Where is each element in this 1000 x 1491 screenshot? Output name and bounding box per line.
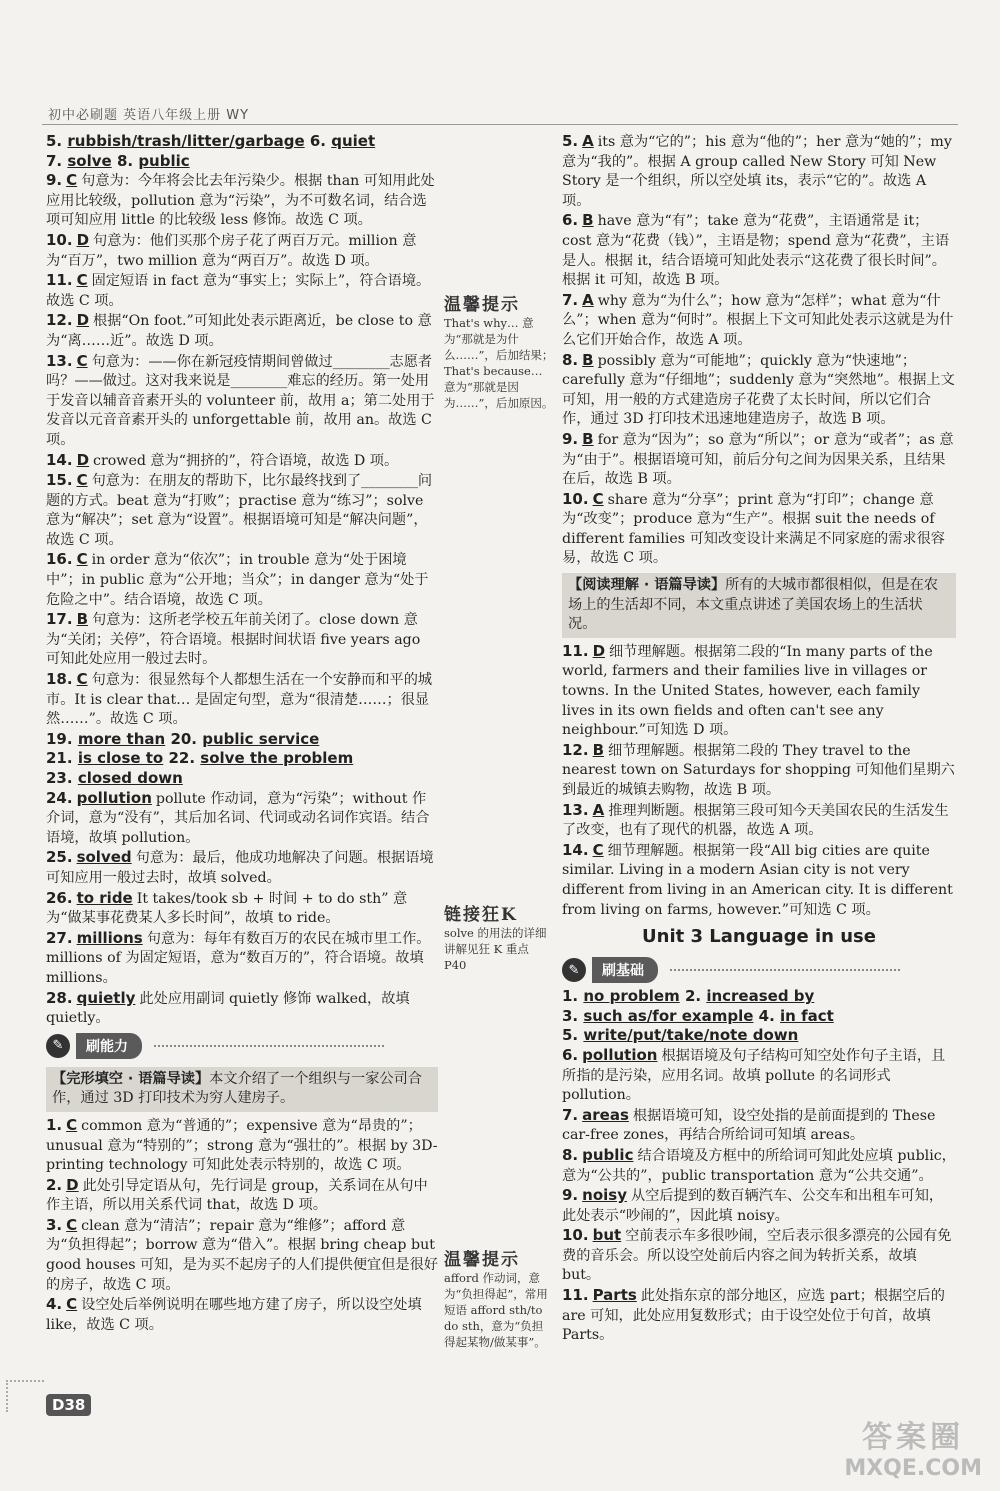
item-explanation: possibly 意为“可能地”；quickly 意为“快速地”；carefully 意为“仔细地”；suddenly 意为“突然地”。根据上文可知，用一般的方式建造房子花费了太长时间，所以它们合作，通过 3D 打印技术迅速地建造房子，故选 B 项。 xyxy=(562,352,955,428)
guide-box xyxy=(562,573,956,638)
item-answer: B xyxy=(582,211,594,230)
answer-item xyxy=(562,1286,956,1346)
answer-item xyxy=(562,1146,956,1186)
item-number: 17. xyxy=(46,610,73,629)
answer-item xyxy=(562,841,956,920)
item-answer: B xyxy=(582,429,594,448)
answer-item xyxy=(562,291,956,351)
item-explanation: 细节理解题。根据第二段的“In many parts of the world, farmers and their families live in villages or towns. In the United States, however, each family lives in its own fields and often can't see any neighbour.”可知选 D 项。 xyxy=(562,643,933,739)
item-answer: C xyxy=(66,171,78,190)
item-explanation: 空前表示车多很吵闹，空后表示很多漂亮的公园有免费的音乐会。所以设空处前后内容之间为转折关系，故填 but。 xyxy=(562,1228,952,1284)
answer-item xyxy=(46,1216,438,1295)
section-label: 刷基础 xyxy=(592,957,658,983)
answer-item xyxy=(46,231,438,271)
item-answer: Parts xyxy=(592,1286,637,1305)
answer-row xyxy=(562,1026,956,1046)
item-answer: public xyxy=(582,1145,634,1164)
answer-row xyxy=(46,730,438,750)
item-number: 10. xyxy=(562,1226,589,1245)
tip-1 xyxy=(444,290,554,411)
item-answer: C xyxy=(66,1215,78,1234)
item-number: 13. xyxy=(46,351,73,370)
item-number: 12. xyxy=(46,311,73,330)
item-number: 2. xyxy=(684,987,702,1006)
answer-row xyxy=(46,769,438,789)
item-explanation: share 意为“分享”；print 意为“打印”；change 意为“改变”；produce 意为“生产”。根据 suit the needs of different families 可知改变设计来满足不同家庭的需求很容易，故选 C 项。 xyxy=(562,491,945,567)
answer-item xyxy=(46,471,438,550)
item-answer: A xyxy=(592,800,605,819)
item-number: 14. xyxy=(46,450,73,469)
item-number: 2. xyxy=(46,1175,63,1194)
item-number: 6. xyxy=(562,211,579,230)
guide-text: 本文介绍了一个组织与一家公司合作，通过 3D 打印技术为穷人建房子。 xyxy=(52,1070,422,1107)
item-number: 5. xyxy=(562,132,579,150)
item-answer: quietly xyxy=(76,988,136,1007)
answer-item xyxy=(46,848,438,888)
item-number: 7. xyxy=(46,151,63,170)
item-number: 4. xyxy=(46,1295,63,1314)
answer-row xyxy=(46,132,438,152)
item-number: 8. xyxy=(562,1145,579,1164)
header-divider xyxy=(42,124,958,125)
decorative-dots xyxy=(6,1380,44,1412)
answer-item xyxy=(46,311,438,351)
item-answer: C xyxy=(76,351,88,370)
item-explanation: 句意为：最后，他成功地解决了问题。根据语境可知应用一般过去时，故填 solved。 xyxy=(46,850,434,886)
item-explanation: It takes/took sb + 时间 + to do sth” 意为“做某事花费某人多长时间”，故填 to ride。 xyxy=(46,890,408,927)
item-answer: C xyxy=(76,271,88,290)
answer-item xyxy=(46,789,438,849)
answer-item xyxy=(562,642,956,741)
item-answer: such as/for example xyxy=(583,1006,754,1025)
item-number: 10. xyxy=(562,489,589,508)
answer-item xyxy=(46,171,438,231)
guide-box xyxy=(46,1067,438,1112)
item-answer: to ride xyxy=(76,888,133,907)
item-explanation: 此处引导定语从句，先行词是 group，关系词在从句中作主语，所以用关系代词 that，故选 D 项。 xyxy=(46,1177,428,1214)
answer-item xyxy=(562,1226,956,1286)
item-number: 3. xyxy=(46,1215,63,1234)
section-badge xyxy=(562,957,900,983)
item-number: 5. xyxy=(46,132,63,150)
item-answer: C xyxy=(76,550,88,569)
answer-row xyxy=(562,1007,956,1027)
item-number: 11. xyxy=(562,641,589,660)
answer-item xyxy=(46,929,438,989)
item-explanation: for 意为“因为”；so 意为“所以”；or 意为“或者”；as 意为“由于”。根据语境可知，前后分句之间为因果关系，且结果在后，故选 B 项。 xyxy=(562,431,954,488)
answer-item xyxy=(46,889,438,929)
item-answer: is close to xyxy=(77,749,164,768)
tip-body: That's why… 意为“那就是为什么……”，后加结果；That's because… 意为“那就是因为……”，后加原因。 xyxy=(444,316,554,410)
item-number: 15. xyxy=(46,471,73,490)
right-column xyxy=(562,132,956,1346)
item-answer: B xyxy=(76,610,89,629)
item-answer: public xyxy=(138,151,190,170)
item-answer: C xyxy=(76,670,88,689)
answer-item xyxy=(562,211,956,290)
answer-row xyxy=(562,987,956,1007)
item-number: 22. xyxy=(168,749,196,768)
item-number: 11. xyxy=(46,271,73,290)
item-answer: C xyxy=(592,840,604,859)
item-answer: D xyxy=(592,641,606,660)
item-explanation: 根据语境及句子结构可知空处作句子主语，且所指的是污染，应用名词。故填 pollute 的名词形式 pollution。 xyxy=(562,1047,946,1104)
item-number: 4. xyxy=(758,1006,775,1025)
item-explanation: 从空后提到的数百辆汽车、公交车和出租车可知，此处表示“吵闹的”，因此填 noisy。 xyxy=(562,1188,944,1224)
answer-item xyxy=(562,1186,956,1226)
answer-item xyxy=(46,1116,438,1176)
answer-item xyxy=(562,430,956,490)
item-answer: noisy xyxy=(582,1186,627,1205)
item-number: 14. xyxy=(562,840,589,859)
item-explanation: its 意为“它的”；his 意为“他的”；her 意为“她的”；my 意为“我的”。根据 A group called New Story 可知 New Story 是一个组织，所以空处填 its，表示“它的”。故选 A 项。 xyxy=(562,134,952,209)
tip-title: 温馨提示 xyxy=(444,295,520,315)
pen-icon: ✎ xyxy=(562,958,586,982)
item-explanation: 推理判断题。根据第三段可知今天美国农民的生活发生了改变，也有了现代的机器，故选 A 项。 xyxy=(562,802,949,839)
item-number: 18. xyxy=(46,670,73,689)
item-explanation: 句意为：每年有数百万的农民在城市里工作。millions of 为固定短语，意为“数百万的”，符合语境。故填 millions。 xyxy=(46,930,431,986)
item-explanation: 句意为：他们买那个房子花了两百万元。million 意为“百万”，two million 意为“两百万”。故选 D 项。 xyxy=(46,232,417,269)
item-explanation: why 意为“为什么”；how 意为“怎样”；what 意为“什么”；when 意为“何时”。根据上下文可知此处表示这就是为什么它们开始合作，故选 A 项。 xyxy=(562,292,954,348)
item-answer: A xyxy=(582,290,594,309)
item-answer: but xyxy=(592,1226,622,1245)
item-answer: C xyxy=(76,471,88,490)
item-answer: solve xyxy=(67,151,112,170)
answer-item xyxy=(46,1295,438,1335)
tip-title: 温馨提示 xyxy=(444,1250,520,1270)
item-explanation: have 意为“有”；take 意为“花费”，主语通常是 it；cost 意为“花费（钱）”，主语是物；spend 意为“花费”，主语是人。根据 it，结合语境可知此处表示“这花费了很长时间”。根据 it 可知，故选 B 项。 xyxy=(562,213,950,289)
answer-item xyxy=(46,550,438,610)
guide-label: 【阅读理解 · 语篇导读】 xyxy=(568,577,726,594)
item-explanation: 结合语境及方框中的所给词可知此处应填 public，意为“公共的”，public transportation 意为“公共交通”。 xyxy=(562,1147,956,1184)
item-number: 21. xyxy=(46,749,73,768)
guide-text: 所有的大城市都很相似，但是在农场上的生活却不同，本文重点讲述了美国农场上的生活状况。 xyxy=(568,577,938,633)
item-number: 7. xyxy=(562,1105,579,1124)
item-number: 6. xyxy=(309,132,327,150)
answer-item xyxy=(46,451,438,472)
answer-row xyxy=(46,152,438,172)
item-explanation: 句意为：——你在新冠疫情期间曾做过________志愿者吗？——做过。这对我来说是________难忘的经历。第一处用于发音以辅音音素开头的 volunteer 前，故用 a；第二处用于发音以元音音素开头的 unforgettable 前，故用 an。故选 C 项。 xyxy=(46,353,435,448)
item-number: 8. xyxy=(116,151,134,170)
answer-item xyxy=(46,271,438,311)
item-explanation: crowed 意为“拥挤的”，符合语境，故选 D 项。 xyxy=(93,452,399,469)
answer-item xyxy=(46,989,438,1029)
item-answer: pollution xyxy=(76,788,152,807)
item-answer: in fact xyxy=(780,1006,834,1025)
item-answer: A xyxy=(582,132,594,150)
item-explanation: 细节理解题。根据第一段“All big cities are quite similar. Living in a modern Asian city is not very different from living in an American city. It is different from living on farms, however.”可知选 C 项。 xyxy=(562,842,953,918)
watermark-url: MXQE.COM xyxy=(844,1456,982,1481)
item-explanation: 根据“On foot.”可知此处表示距离近，be close to 意为“离……近”。故选 D 项。 xyxy=(46,313,432,349)
item-number: 23. xyxy=(46,769,73,787)
item-explanation: 根据语境可知，设空处指的是前面提到的 These car-free zones，再结合所给词可知填 areas。 xyxy=(562,1107,936,1144)
tip-title: 链接狂K xyxy=(444,905,518,925)
answer-item xyxy=(562,741,956,801)
answer-item xyxy=(562,1046,956,1106)
answer-item xyxy=(46,610,438,670)
item-number: 11. xyxy=(562,1286,589,1305)
item-explanation: common 意为“普通的”；expensive 意为“昂贵的”；unusual 意为“特别的”；strong 意为“强壮的”。根据 by 3D-printing technology 可知此处表示特别的，故选 C 项。 xyxy=(46,1117,438,1174)
item-number: 7. xyxy=(562,290,579,309)
item-explanation: 固定短语 in fact 意为“事实上；实际上”，符合语境。故选 C 项。 xyxy=(46,273,431,309)
item-explanation: pollute 作动词，意为“污染”；without 作介词，意为“没有”，其后加名词、代词或动名词作宾语。结合语境，故填 pollution。 xyxy=(46,790,430,846)
item-number: 25. xyxy=(46,848,73,867)
item-number: 9. xyxy=(562,1186,579,1205)
answer-item xyxy=(562,801,956,841)
item-explanation: 句意为：在朋友的帮助下，比尔最终找到了________问题的方式。beat 意为“打败”；practise 意为“练习”；solve 意为“解决”；set 意为“设置”。根据语境可知是“解决问题”，故选 C 项。 xyxy=(46,473,433,548)
tip-2 xyxy=(444,900,554,973)
item-number: 1. xyxy=(46,1115,63,1134)
item-answer: areas xyxy=(582,1105,629,1124)
item-explanation: 此处应用副词 quietly 修饰 walked，故填 quietly。 xyxy=(46,990,410,1027)
answer-item xyxy=(46,670,438,730)
tip-body: afford 作动词，意为“负担得起”，常用短语 afford sth/to do sth，意为“负担得起某物/做某事”。 xyxy=(444,1271,548,1349)
item-answer: D xyxy=(76,450,90,469)
item-answer: D xyxy=(66,1175,79,1194)
watermark xyxy=(844,1412,982,1481)
section-label: 刷能力 xyxy=(76,1033,142,1059)
item-answer: millions xyxy=(76,928,143,947)
item-number: 20. xyxy=(170,729,198,748)
item-number: 19. xyxy=(46,729,73,748)
answer-item xyxy=(562,1106,956,1146)
item-explanation: 句意为：很显然每个人都想生活在一个安静而和平的城市。It is clear that… 是固定句型，意为“很清楚……；很显然……”。故选 C 项。 xyxy=(46,672,433,728)
answer-row xyxy=(46,749,438,769)
item-answer: C xyxy=(66,1295,78,1314)
item-answer: D xyxy=(76,230,90,249)
left-column xyxy=(46,132,438,1335)
answer-item xyxy=(562,351,956,430)
item-answer: quiet xyxy=(331,132,376,150)
unit-title: Unit 3 Language in use xyxy=(642,926,876,948)
item-answer: public service xyxy=(202,729,320,748)
item-number: 9. xyxy=(562,429,579,448)
item-number: 27. xyxy=(46,928,73,947)
item-answer: C xyxy=(592,489,604,508)
watermark-title: 答案圈 xyxy=(862,1420,965,1455)
item-number: 16. xyxy=(46,550,73,569)
section-divider xyxy=(154,1045,384,1047)
item-explanation: clean 意为“清洁”；repair 意为“维修”；afford 意为“负担得起”；borrow 意为“借入”。根据 bring cheap but good houses 可知，是为买不起房子的人们提供便宜但是很好的房子，故选 C 项。 xyxy=(46,1217,438,1293)
pen-icon: ✎ xyxy=(46,1034,70,1058)
item-number: 12. xyxy=(562,740,589,759)
item-answer: D xyxy=(76,311,90,330)
item-number: 13. xyxy=(562,800,589,819)
item-explanation: 细节理解题。根据第二段的 They travel to the nearest town on Saturdays for shopping 可知他们星期六到最近的城镇去购物，故选 B 项。 xyxy=(562,742,955,798)
tip-3 xyxy=(444,1245,554,1350)
answer-item xyxy=(46,352,438,451)
item-number: 28. xyxy=(46,988,73,1007)
answer-item xyxy=(46,1176,438,1216)
tip-body: solve 的用法的详细讲解见狂 K 重点 P40 xyxy=(444,926,547,972)
item-explanation: 此处指东京的部分地区，应选 part；根据空后的 are 可知，此处应用复数形式；由于设空处位于句首，故填 Parts。 xyxy=(562,1288,945,1344)
item-explanation: in order 意为“依次”；in trouble 意为“处于困境中”；in public 意为“公开地；当众”；in danger 意为“处于危险之中”。结合语境，故选 C 项。 xyxy=(46,552,429,608)
item-answer: solved xyxy=(76,848,132,867)
page-header: 初中必刷题 英语八年级上册 WY xyxy=(48,108,250,123)
item-number: 9. xyxy=(46,171,63,190)
answer-item xyxy=(562,490,956,569)
item-answer: more than xyxy=(77,729,166,748)
item-answer: no problem xyxy=(583,987,680,1006)
item-number: 10. xyxy=(46,230,73,249)
item-explanation: 句意为：这所老学校五年前关闭了。close down 意为“关闭；关停”，符合语境。根据时间状语 five years ago 可知此处应用一般过去时。 xyxy=(46,612,421,668)
item-answer: rubbish/trash/litter/garbage xyxy=(67,132,305,150)
answer-item xyxy=(562,132,956,211)
item-number: 26. xyxy=(46,888,73,907)
page-number: D38 xyxy=(46,1394,91,1416)
guide-label: 【完形填空 · 语篇导读】 xyxy=(52,1070,210,1087)
item-answer: pollution xyxy=(582,1045,658,1064)
item-answer: closed down xyxy=(77,769,183,787)
item-number: 1. xyxy=(562,987,579,1006)
section-divider xyxy=(670,969,900,971)
item-answer: B xyxy=(592,740,605,759)
item-answer: increased by xyxy=(706,987,815,1006)
item-number: 5. xyxy=(562,1026,579,1045)
item-number: 24. xyxy=(46,788,73,807)
item-answer: B xyxy=(582,350,594,369)
item-answer: write/put/take/note down xyxy=(583,1026,799,1045)
item-answer: solve the problem xyxy=(200,749,354,768)
item-number: 3. xyxy=(562,1006,579,1025)
item-number: 6. xyxy=(562,1045,579,1064)
item-answer: C xyxy=(66,1115,78,1134)
section-badge xyxy=(46,1033,384,1059)
item-explanation: 句意为：今年将会比去年污染少。根据 than 可知用此处应用比较级，pollution 意为“污染”，为不可数名词，结合选项可知应用 little 的比较级 less 修饰。故选 C 项。 xyxy=(46,173,435,229)
item-number: 8. xyxy=(562,350,579,369)
item-explanation: 设空处后举例说明在哪些地方建了房子，所以设空处填 like，故选 C 项。 xyxy=(46,1297,422,1333)
